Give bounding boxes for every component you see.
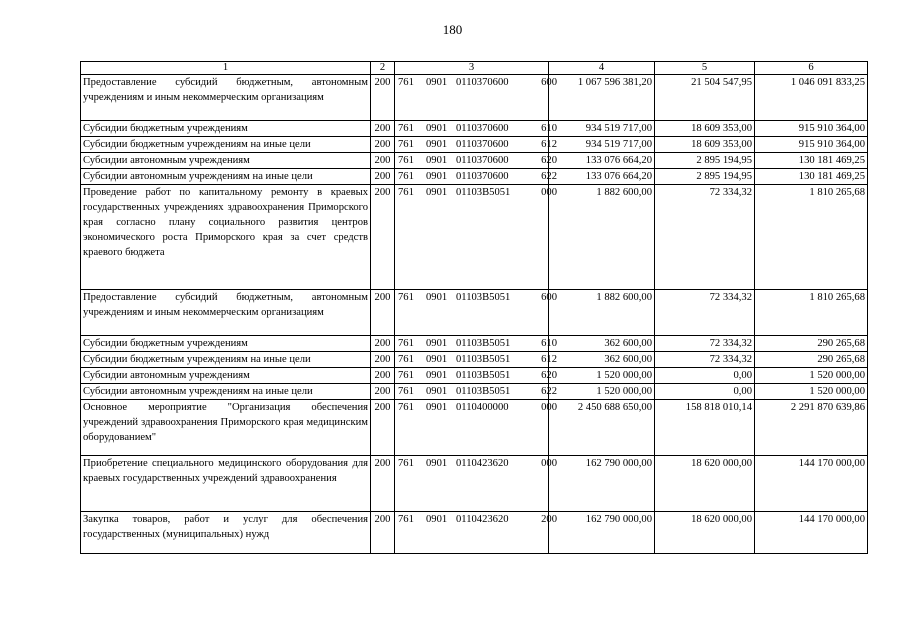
row-col2: 200	[371, 400, 395, 456]
kvsr-code: 761	[398, 458, 414, 469]
kvsr-code: 761	[398, 292, 414, 303]
row-col2: 200	[371, 169, 395, 185]
row-amount-col6: 915 910 364,00	[755, 121, 868, 137]
table-row	[81, 169, 868, 185]
csr-code: 01103В5051	[456, 370, 511, 381]
column-header-3: 3	[395, 62, 549, 75]
row-col2: 200	[371, 137, 395, 153]
vr-code: 610	[541, 123, 557, 134]
kvsr-code: 761	[398, 514, 414, 525]
row-code	[395, 75, 557, 121]
row-code	[395, 137, 557, 153]
kvsr-code: 761	[398, 123, 414, 134]
row-amount-col4: 362 600,00	[549, 352, 655, 368]
row-amount-col6: 290 265,68	[755, 336, 868, 352]
row-amount-col5: 2 895 194,95	[655, 153, 755, 169]
kvsr-code: 761	[398, 386, 414, 397]
vr-code: 612	[541, 139, 557, 150]
row-col2: 200	[371, 75, 395, 121]
row-code	[395, 352, 557, 368]
column-header-2: 2	[371, 62, 395, 75]
csr-code: 0110423620	[456, 458, 509, 469]
kvsr-code: 761	[398, 171, 414, 182]
row-amount-col4: 1 520 000,00	[549, 384, 655, 400]
row-name: Субсидии автономным учреждениям	[81, 368, 371, 384]
table-header-row	[81, 62, 868, 75]
row-amount-col5: 18 609 353,00	[655, 121, 755, 137]
table-row	[81, 368, 868, 384]
kvsr-code: 761	[398, 139, 414, 150]
row-col2: 200	[371, 368, 395, 384]
row-col2: 200	[371, 121, 395, 137]
table-row	[81, 290, 868, 336]
row-amount-col6: 1 810 265,68	[755, 185, 868, 290]
rz-code: 0901	[426, 139, 448, 150]
vr-code: 620	[541, 370, 557, 381]
rz-code: 0901	[426, 370, 448, 381]
row-amount-col6: 144 170 000,00	[755, 512, 868, 554]
row-code	[395, 153, 557, 169]
table-row	[81, 352, 868, 368]
row-amount-col4: 1 882 600,00	[549, 185, 655, 290]
row-name: Приобретение специального медицинского оборудования для краевых государственных учреждений здравоохранения	[81, 456, 371, 512]
rz-code: 0901	[426, 458, 448, 469]
row-code	[395, 169, 557, 185]
row-amount-col5: 21 504 547,95	[655, 75, 755, 121]
rz-code: 0901	[426, 514, 448, 525]
rz-code: 0901	[426, 386, 448, 397]
csr-code: 0110400000	[456, 402, 509, 413]
row-col2: 200	[371, 336, 395, 352]
row-amount-col5: 72 334,32	[655, 290, 755, 336]
table-row	[81, 512, 868, 554]
row-amount-col5: 2 895 194,95	[655, 169, 755, 185]
rz-code: 0901	[426, 171, 448, 182]
table-row	[81, 336, 868, 352]
kvsr-code: 761	[398, 338, 414, 349]
table-row	[81, 456, 868, 512]
table-row	[81, 121, 868, 137]
row-amount-col6: 130 181 469,25	[755, 169, 868, 185]
row-amount-col5: 0,00	[655, 368, 755, 384]
kvsr-code: 761	[398, 370, 414, 381]
vr-code: 000	[541, 458, 557, 469]
csr-code: 0110370600	[456, 171, 509, 182]
rz-code: 0901	[426, 338, 448, 349]
row-code	[395, 384, 557, 400]
row-code	[395, 121, 557, 137]
csr-code: 01103В5051	[456, 338, 511, 349]
row-amount-col5: 158 818 010,14	[655, 400, 755, 456]
row-amount-col4: 1 520 000,00	[549, 368, 655, 384]
row-code	[395, 400, 557, 456]
csr-code: 0110370600	[456, 155, 509, 166]
csr-code: 01103В5051	[456, 354, 511, 365]
table-row	[81, 75, 868, 121]
row-col2: 200	[371, 290, 395, 336]
table-row	[81, 137, 868, 153]
row-name: Субсидии бюджетным учреждениям	[81, 336, 371, 352]
row-name: Субсидии автономным учреждениям на иные цели	[81, 169, 371, 185]
row-amount-col5: 72 334,32	[655, 185, 755, 290]
rz-code: 0901	[426, 155, 448, 166]
row-name: Субсидии автономным учреждениям на иные цели	[81, 384, 371, 400]
rz-code: 0901	[426, 123, 448, 134]
column-header-1: 1	[81, 62, 371, 75]
row-col2: 200	[371, 456, 395, 512]
row-col2: 200	[371, 185, 395, 290]
csr-code: 0110370600	[456, 123, 509, 134]
csr-code: 01103В5051	[456, 386, 511, 397]
row-amount-col6: 1 810 265,68	[755, 290, 868, 336]
csr-code: 01103В5051	[456, 292, 511, 303]
row-amount-col6: 1 520 000,00	[755, 368, 868, 384]
row-code	[395, 290, 557, 336]
kvsr-code: 761	[398, 402, 414, 413]
row-amount-col4: 1 067 596 381,20	[549, 75, 655, 121]
row-name: Проведение работ по капитальному ремонту в краевых государственных учреждениях здравоохранения Приморского края согласно плану социального развития центров экономического роста Приморского края за счет средств краевого бюджета	[81, 185, 371, 290]
row-amount-col5: 18 620 000,00	[655, 512, 755, 554]
row-name: Закупка товаров, работ и услуг для обеспечения государственных (муниципальных) нужд	[81, 512, 371, 554]
row-amount-col4: 133 076 664,20	[549, 169, 655, 185]
vr-code: 620	[541, 155, 557, 166]
row-code	[395, 512, 557, 554]
vr-code: 610	[541, 338, 557, 349]
row-amount-col6: 915 910 364,00	[755, 137, 868, 153]
row-amount-col6: 144 170 000,00	[755, 456, 868, 512]
row-code	[395, 456, 557, 512]
row-amount-col4: 162 790 000,00	[549, 456, 655, 512]
row-name: Предоставление субсидий бюджетным, автономным учреждениям и иным некоммерческим организациям	[81, 75, 371, 121]
vr-code: 000	[541, 187, 557, 198]
vr-code: 000	[541, 402, 557, 413]
row-amount-col4: 362 600,00	[549, 336, 655, 352]
table-row	[81, 384, 868, 400]
vr-code: 200	[541, 514, 557, 525]
row-amount-col6: 2 291 870 639,86	[755, 400, 868, 456]
row-amount-col6: 1 520 000,00	[755, 384, 868, 400]
page-number: 180	[442, 22, 463, 37]
kvsr-code: 761	[398, 354, 414, 365]
csr-code: 0110423620	[456, 514, 509, 525]
vr-code: 600	[541, 77, 557, 88]
kvsr-code: 761	[398, 187, 414, 198]
column-header-6: 6	[755, 62, 868, 75]
table-row	[81, 153, 868, 169]
row-name: Субсидии бюджетным учреждениям на иные цели	[81, 352, 371, 368]
row-amount-col4: 934 519 717,00	[549, 121, 655, 137]
row-amount-col5: 0,00	[655, 384, 755, 400]
row-amount-col5: 72 334,32	[655, 352, 755, 368]
table-row	[81, 400, 868, 456]
rz-code: 0901	[426, 187, 448, 198]
row-name: Субсидии бюджетным учреждениям	[81, 121, 371, 137]
row-amount-col5: 18 620 000,00	[655, 456, 755, 512]
row-amount-col6: 1 046 091 833,25	[755, 75, 868, 121]
row-amount-col4: 133 076 664,20	[549, 153, 655, 169]
column-header-5: 5	[655, 62, 755, 75]
row-col2: 200	[371, 384, 395, 400]
row-code	[395, 368, 557, 384]
column-header-4: 4	[549, 62, 655, 75]
rz-code: 0901	[426, 354, 448, 365]
csr-code: 0110370600	[456, 77, 509, 88]
row-name: Основное мероприятие "Организация обеспечения учреждений здравоохранения Приморского края медицинским оборудованием"	[81, 400, 371, 456]
row-col2: 200	[371, 352, 395, 368]
row-amount-col5: 72 334,32	[655, 336, 755, 352]
row-col2: 200	[371, 512, 395, 554]
row-amount-col4: 1 882 600,00	[549, 290, 655, 336]
csr-code: 0110370600	[456, 139, 509, 150]
kvsr-code: 761	[398, 77, 414, 88]
row-amount-col4: 934 519 717,00	[549, 137, 655, 153]
row-name: Субсидии бюджетным учреждениям на иные цели	[81, 137, 371, 153]
row-amount-col4: 162 790 000,00	[549, 512, 655, 554]
kvsr-code: 761	[398, 155, 414, 166]
csr-code: 01103В5051	[456, 187, 511, 198]
row-amount-col6: 290 265,68	[755, 352, 868, 368]
vr-code: 612	[541, 354, 557, 365]
row-amount-col4: 2 450 688 650,00	[549, 400, 655, 456]
row-name: Предоставление субсидий бюджетным, автономным учреждениям и иным некоммерческим организациям	[81, 290, 371, 336]
row-amount-col5: 18 609 353,00	[655, 137, 755, 153]
vr-code: 622	[541, 171, 557, 182]
row-name: Субсидии автономным учреждениям	[81, 153, 371, 169]
row-col2: 200	[371, 153, 395, 169]
row-code	[395, 336, 557, 352]
budget-table	[80, 61, 868, 554]
table-row	[81, 185, 868, 290]
rz-code: 0901	[426, 292, 448, 303]
vr-code: 622	[541, 386, 557, 397]
row-amount-col6: 130 181 469,25	[755, 153, 868, 169]
rz-code: 0901	[426, 402, 448, 413]
rz-code: 0901	[426, 77, 448, 88]
vr-code: 600	[541, 292, 557, 303]
row-code	[395, 185, 557, 290]
